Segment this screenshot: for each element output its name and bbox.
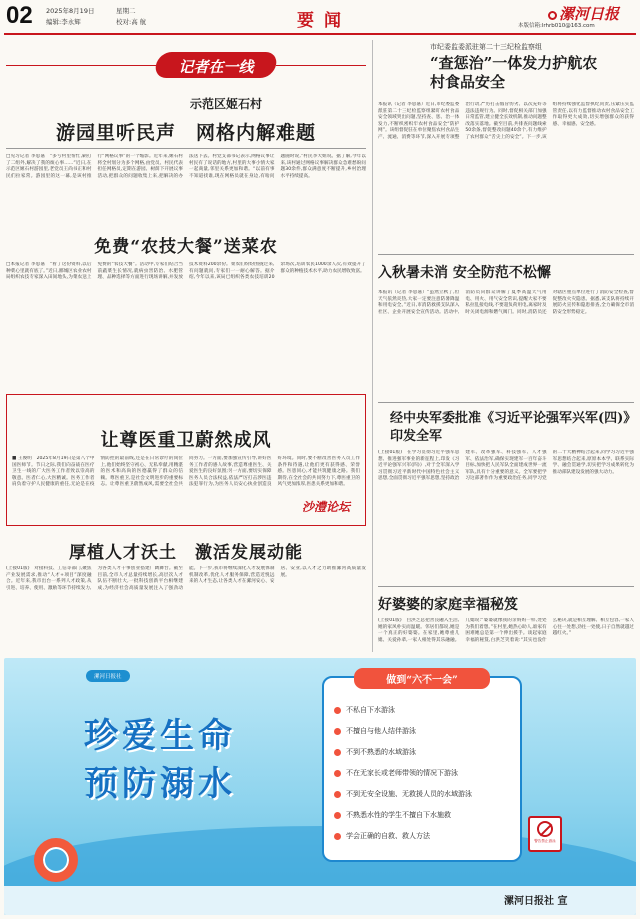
- poster-rule-item: [334, 763, 518, 784]
- masthead-rule: [4, 33, 636, 35]
- poster-life-ring-icon: [34, 838, 78, 882]
- poster-rule-item: [334, 784, 518, 805]
- story4-headline: 厚植人才沃土 激活发展动能: [69, 543, 303, 563]
- rule-bullet-icon: [334, 812, 341, 819]
- rule-bullet-icon: [334, 707, 341, 714]
- poster-rule-item: [334, 700, 518, 721]
- story1-top-rule: [6, 148, 366, 149]
- poster-rule-text: 不擅自与他人结伴游泳: [346, 727, 416, 735]
- column-banner: [6, 52, 366, 84]
- poster-sign-text: 警告禁止游泳: [534, 839, 556, 843]
- poster-warning-sign: [528, 816, 562, 852]
- story1-headline: 游园里听民声 网格内解难题: [55, 122, 316, 144]
- story8-body: (上接01版) 白洪芝总把善良融入生活,她的家风朴实而温暖。邻居们都说,她是一个真正的好婆婆。在家里,她尊重儿媳、关爱孙辈,一家人相处得其乐融融。儿媳说:“婆婆就像我的亲妈妈一样,处处为我们着想。”在村里,她热心助人,谁家有困难她总是第一个伸出援手。谈起家庭幸福的秘笈,白洪芝笑着说:“其实也没什么秘诀,就是相互理解、相互包容,一家人心往一处想,劲往一处使,日子自然就越过越红火。”: [378, 618, 634, 643]
- story5-kicker: 市纪委监委派驻第二十三纪检监察组: [430, 43, 542, 51]
- story6-headline: 入秋暑未消 安全防范不松懈: [378, 265, 551, 281]
- story6-bottom-rule: [378, 402, 634, 403]
- poster-badge: 漯河日报社: [86, 670, 130, 682]
- story7-headline: 经中央军委批准《习近平论强军兴军(四)》印发全军: [390, 411, 630, 444]
- story2-headline: 免费“农技大餐”送菜农: [94, 237, 278, 257]
- column-divider: [372, 40, 373, 652]
- rule-bullet-icon: [334, 791, 341, 798]
- hotline: 本版信箱:lrhrb010@163.com: [518, 23, 595, 29]
- story3-badge: 沙澧论坛: [302, 500, 351, 514]
- masthead: [0, 0, 640, 34]
- poster-rule-text: 不在无家长或老师带领的情况下游泳: [346, 769, 458, 777]
- rule-bullet-icon: [334, 728, 341, 735]
- story6-body: 本报讯（记者 李思嘉）“虽然立秋了,但天气依然炎热,大家一定要注意防暑降温和用电安全。”近日,市消防救援支队深入社区、企业开展安全宣传活动。活动中,消防员向群众讲解了夏季高温天气用电、用火、用气安全常识,提醒大家不要私拉乱接电线,不要超负荷用电,离家时及时关闭电源和燃气阀门。同时,消防员还对辖区重点单位进行了消防安全检查,督促整改火灾隐患。据悉,该支队将持续开展防火宣传和隐患排查,全力确保全市消防安全形势稳定。: [378, 290, 634, 315]
- paper-logo-text: 漯河日报: [559, 5, 620, 23]
- poster-rule-item: [334, 742, 518, 763]
- poster-rule-text: 不到无安全设施、无救援人员的水域游泳: [346, 790, 472, 798]
- story8-headline: 好婆婆的家庭幸福秘笈: [378, 597, 518, 613]
- issue-date: 2025年8月19日: [46, 7, 95, 15]
- banner-line-right: [276, 65, 366, 66]
- rule-bullet-icon: [334, 770, 341, 777]
- story5-bottom-rule: [378, 254, 634, 255]
- poster-title-line2: 预防溺水: [84, 764, 236, 804]
- rule-bullet-icon: [334, 833, 341, 840]
- editor-credit: 编辑:李永辉: [46, 18, 81, 26]
- story3-body: ■ 王俊明 2025年8月19日是第八个中国医师节。节日之际,我们向奋战在医疗卫生一线的广大医务工作者致以崇高的敬意。医者仁心,大医精诚。医务工作者肩负着守护人民健康的重任,无论是在疫情防控的最前线,还是在日常诊疗的岗位上,他们始终坚守初心、无私奉献,用精湛的医术和高尚的医德赢得了群众的信赖。尊医重卫,是社会文明进步的重要标志。让尊医重卫蔚然成风,需要全社会共同努力。一方面,要加强宣传引导,讲好医务工作者的感人故事,营造尊重医生、关爱医生的良好氛围;另一方面,要切实保障医务人员合法权益,依法严厉打击涉医违法犯罪行为,为医务人员安心执业创造良好环境。同时,要不断改善医务人员工作条件和待遇,让他们更有获得感、荣誉感。医患同心,才能共筑健康之路。我们期待,在全社会的共同努力下,尊医重卫的风气更加浓厚,医患关系更加和谐。: [12, 456, 360, 488]
- no-swimming-icon: [537, 821, 553, 837]
- section-title: 要 闻: [297, 11, 343, 31]
- story7-body: (上接01版) 在学习贯彻习近平强军思想、推进强军事业的新征程上,印发《习近平论强军兴军(四)》,对于全军深入学习贯彻习近平新时代中国特色社会主义思想,全面贯彻习近平强军思想,坚持政治建军、改革强军、科技强军、人才强军、依法治军,确保实现建军一百年奋斗目标,加快把人民军队全面建成世界一流军队,具有十分重要的意义。全军要把学习这部著作作为重要政治任务,同学习党的二十大精神结合起来,同学习习近平强军思想结合起来,原原本本学、联系实际学、融会贯通学,切实把学习成果转化为推动部队建设发展的强大动力。: [378, 450, 634, 482]
- story1-body: □见习记者 李思嘉 “多亏村里帮忙,刷打了二组外,解决了我的烦心事……”近日,在示范区姬石村游园里,老党员王尚书正和村民们拉家常。游园里的这一幕,是该村推行“网格议事”的一个缩影。近年来,姬石村将全村划分为多个网格,由党员、村民代表担任网格员,定期在游园、树荫下开展议事活动,把群众的问题收集上来,把解决的办法送下去。村党支部书记表示,网格议事让村民有了说话的地方,村里的大事小情大家一起商量,邻里关系更加和谐。“以前有事不知道找谁,现在网格员就在身边,有啥问题随时说,”村民李大姐说。据了解,今年以来,该村通过网格议事解决群众急难愁盼问题30余件,群众满意度不断提升,乡村治理水平持续提高。: [6, 154, 366, 179]
- page-number: 02: [6, 2, 33, 29]
- banner-title: 记者在一线: [178, 58, 254, 76]
- banner-subhead: 示范区姬石村: [190, 97, 263, 111]
- rule-bullet-icon: [334, 749, 341, 756]
- drowning-poster: [4, 658, 636, 915]
- proof-credit: 校对:高 航: [116, 18, 147, 26]
- poster-rule-item: [334, 826, 518, 847]
- poster-rule-text: 不私自下水游泳: [346, 706, 395, 714]
- poster-title-line1: 珍爱生命: [84, 716, 236, 756]
- story4-body: (上接01版) 对接科技、工信等部门,聚焦产业发展需求,推动“人才+项目”深度融合。近年来,我市出台一系列人才政策,从引进、培养、使用、激励等环节持续发力,为各类人才干事创业搭建广阔舞台。截至目前,全市人才总量持续增长,高层次人才队伍不断壮大,一批科技创新平台相继建成,为经济社会高质量发展注入了强劲动能。下一步,我市将继续深化人才发展体制机制改革,优化人才服务保障,营造近悦远来的人才生态,让各类人才在漯河安心、安居、安业,以人才之力助推漯河高质量发展。: [6, 566, 366, 591]
- poster-rule-text: 不熟悉水性的学生不擅自下水施救: [346, 811, 451, 819]
- poster-rule-text: 不到不熟悉的水域游泳: [346, 748, 416, 756]
- story3-headline: 让尊医重卫蔚然成风: [100, 430, 272, 451]
- story7-bottom-rule: [378, 586, 634, 587]
- poster-rule-item: [334, 805, 518, 826]
- poster-rules-title: 做到“六不一会”: [354, 668, 490, 689]
- poster-rule-item: [334, 721, 518, 742]
- story5-body: 本报讯（记者 李思嘉）近日,市纪委监委派驻第二十三纪检监察组紧盯农村食品安全领域突出问题,坚持查、惩、治一体发力,不断织密织牢农村食品安全“防护网”。该组督促驻在单位聚焦农村食品生产、流通、消费等环节,深入开展专项整治行动,严厉打击假冒伪劣、以次充好等违法违规行为。同时,督促相关部门加强日常监管,建立健全长效机制,推动问题整改落实落地。截至目前,共排查问题线索50余条,督促整改问题40余个,有力维护了农村群众“舌尖上的安全”。下一步,该组将持续强化监督执纪问责,压紧压实监管责任,以有力监督推动农村食品安全工作取得更大成效,切实增强群众的获得感、幸福感、安全感。: [378, 102, 634, 140]
- banner-line-left: [6, 65, 156, 66]
- logo-mark-icon: [548, 11, 557, 20]
- poster-footer: 漯河日报社 宣: [504, 896, 568, 907]
- poster-rules-list: [334, 700, 518, 847]
- story5-headline: “查惩治”一体发力护航农村食品安全: [430, 54, 598, 91]
- poster-rules-panel: [322, 676, 522, 862]
- issue-weekday: 星期二: [116, 7, 136, 15]
- poster-rule-text: 学会正确的自救、救人方法: [346, 832, 430, 840]
- story2-body: □本报记者 李思嘉 “看了这份资料,以后种菜心里就有底了。”近日,郾城区农业农村局组织农技专家深入田间地头,为菜农送上免费的“农技大餐”。活动中,专家们结合当前蔬菜生长情况,就病虫害防治、水肥管理、品种选择等方面进行现场讲解,并发放技术资料200余份。菜农们纷纷围拢过来,有问题就问,专家们一一耐心解答。据介绍,今年以来,该局已组织各类农技培训20余场次,培训农民1000余人次,有效提升了群众的种植技术水平,助力农民增收致富。: [6, 262, 366, 281]
